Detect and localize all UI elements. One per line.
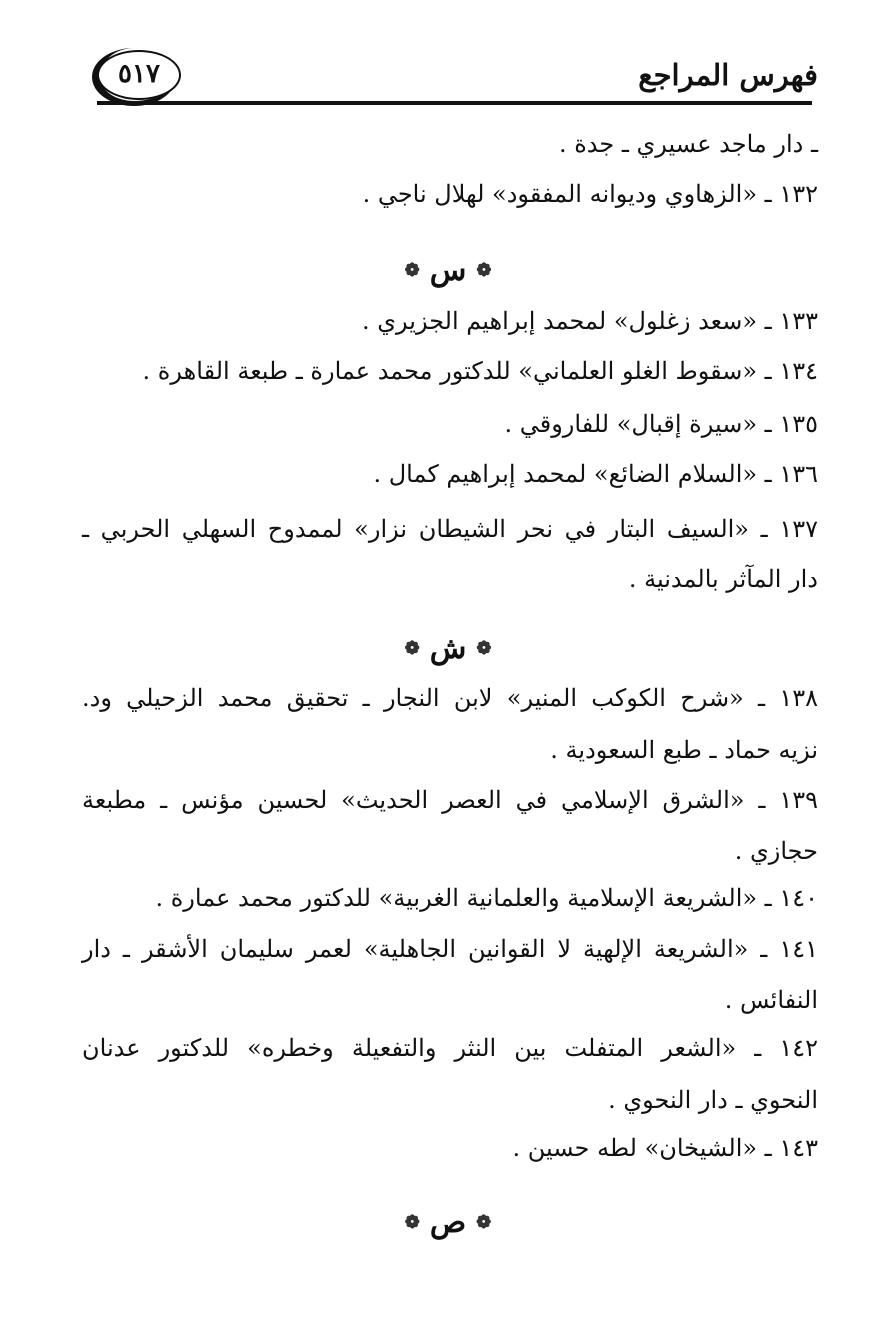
page-header-title: فهرس المراجع — [638, 58, 818, 92]
header-divider — [97, 101, 812, 105]
entry-line: ١٣٢ ـ «الزهاوي وديوانه المفقود» لهلال ناجي . — [362, 180, 818, 208]
entry-line: النفائس . — [724, 986, 818, 1014]
entry-line: ١٣٣ ـ «سعد زغلول» لمحمد إبراهيم الجزيري . — [361, 307, 818, 335]
entry-line: ١٤٠ ـ «الشريعة الإسلامية والعلمانية الغربية» للدكتور محمد عمارة . — [155, 884, 818, 912]
entry-line: ١٣٧ ـ «السيف البتار في نحر الشيطان نزار» لممدوح السهلي الحربي ـ — [82, 515, 819, 543]
ornament-icon: ❁ — [404, 260, 420, 281]
entry-line: ١٤٢ ـ «الشعر المتفلت بين النثر والتفعيلة وخطره» للدكتور عدنان — [82, 1034, 818, 1062]
ornament-icon: ❁ — [404, 1212, 420, 1233]
entry-line: ١٣٥ ـ «سيرة إقبال» للفاروقي . — [504, 410, 818, 438]
entry-line: ١٣٦ ـ «السلام الضائع» لمحمد إبراهيم كمال . — [373, 460, 818, 488]
page-number: ٥١٧ — [118, 59, 160, 89]
section-heading-saad — [0, 1202, 896, 1243]
entry-line: ١٣٩ ـ «الشرق الإسلامي في العصر الحديث» لحسين مؤنس ـ مطبعة — [82, 786, 818, 814]
entry-line: نزيه حماد ـ طبع السعودية . — [550, 736, 818, 764]
section-letter: ش — [429, 631, 467, 666]
section-letter: ص — [429, 1205, 467, 1240]
ornament-icon: ❁ — [476, 638, 492, 659]
ornament-icon: ❁ — [476, 260, 492, 281]
entry-line: النحوي ـ دار النحوي . — [608, 1086, 818, 1114]
ornament-icon: ❁ — [476, 1212, 492, 1233]
entry-line: ١٣٤ ـ «سقوط الغلو العلماني» للدكتور محمد عمارة ـ طبعة القاهرة . — [142, 357, 818, 385]
section-letter: س — [429, 253, 467, 288]
entry-line: ـ دار ماجد عسيري ـ جدة . — [558, 130, 818, 158]
entry-line: ١٤١ ـ «الشريعة الإلهية لا القوانين الجاهلية» لعمر سليمان الأشقر ـ دار — [82, 935, 818, 963]
entry-line: دار المآثر بالمدنية . — [628, 565, 818, 593]
ornament-icon: ❁ — [404, 638, 420, 659]
entry-line: ١٣٨ ـ «شرح الكوكب المنير» لابن النجار ـ تحقيق محمد الزحيلي ود. — [82, 684, 818, 712]
entry-line: ١٤٣ ـ «الشيخان» لطه حسين . — [512, 1134, 818, 1162]
entry-line: حجازي . — [734, 837, 818, 865]
section-heading-seen — [0, 250, 896, 291]
section-heading-sheen — [0, 628, 896, 669]
